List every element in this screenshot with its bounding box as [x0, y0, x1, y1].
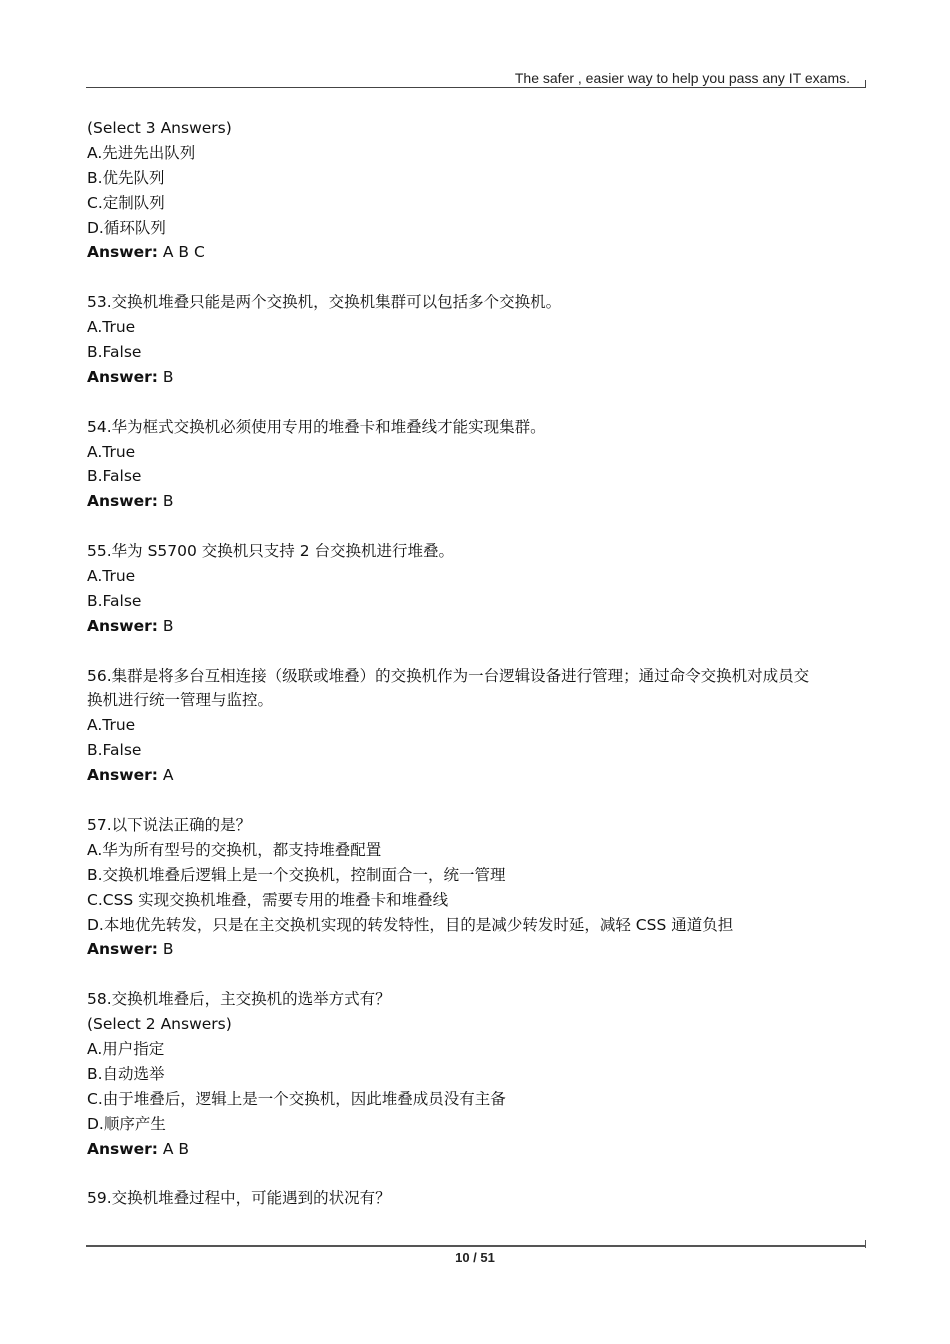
question-56 [87, 664, 867, 788]
question-57 [87, 813, 867, 962]
option-b: B.优先队列 [87, 168, 165, 187]
header-rule [86, 87, 866, 88]
answer-label: Answer: [87, 766, 158, 785]
answer-label: Answer: [87, 940, 158, 959]
question-text: 54.华为框式交换机必须使用专用的堆叠卡和堆叠线才能实现集群。 [87, 417, 546, 436]
option-b: B.交换机堆叠后逻辑上是一个交换机，控制面合一，统一管理 [87, 865, 506, 884]
option-b: B.False [87, 467, 142, 486]
option-c: C.定制队列 [87, 193, 165, 212]
option-b: B.False [87, 741, 142, 760]
option-c: C.CSS 实现交换机堆叠，需要专用的堆叠卡和堆叠线 [87, 890, 449, 909]
question-text: 59.交换机堆叠过程中，可能遇到的状况有？ [87, 1189, 391, 1208]
answer-label: Answer: [87, 367, 158, 386]
answer-line [87, 763, 867, 788]
answer-line [87, 614, 867, 639]
question-text: 55.华为 S5700 交换机只支持 2 台交换机进行堆叠。 [87, 542, 455, 561]
answer-line [87, 365, 867, 390]
option-a: A.True [87, 716, 136, 735]
header-tagline: The safer , easier way to help you pass any IT exams. [514, 70, 850, 86]
option-a: A.True [87, 442, 136, 461]
select-hint: (Select 2 Answers) [87, 1015, 232, 1034]
header-rule-tick [865, 80, 866, 88]
footer-rule [86, 1245, 866, 1247]
option-d: D.循环队列 [87, 218, 166, 237]
footer-rule-tick [865, 1240, 866, 1248]
answer-value: A B [157, 1139, 190, 1158]
answer-line [87, 240, 867, 265]
question-55 [87, 539, 867, 639]
answer-value: B [157, 616, 174, 635]
option-b: B.False [87, 343, 142, 362]
answer-value: A B C [157, 243, 205, 262]
option-a: A.华为所有型号的交换机，都支持堆叠配置 [87, 840, 382, 859]
option-d: D.本地优先转发，只是在主交换机实现的转发特性，目的是减少转发时延，减轻 CSS 通道负担 [87, 915, 734, 934]
option-c: C.由于堆叠后，逻辑上是一个交换机，因此堆叠成员没有主备 [87, 1089, 506, 1108]
option-d: D.顺序产生 [87, 1114, 166, 1133]
answer-label: Answer: [87, 616, 158, 635]
option-a: A.True [87, 567, 136, 586]
answer-line [87, 1137, 867, 1162]
select-hint: (Select 3 Answers) [87, 119, 232, 137]
question-53 [87, 290, 867, 390]
page-content [87, 116, 867, 1211]
question-text: 57.以下说法正确的是？ [87, 815, 252, 834]
question-text-line-1: 56.集群是将多台互相连接（级联或堆叠）的交换机作为一台逻辑设备进行管理；通过命令交换机对成员交 [87, 666, 810, 685]
answer-value: A [157, 766, 174, 785]
question-text: 58.交换机堆叠后，主交换机的选举方式有？ [87, 990, 391, 1009]
question-text: 53.交换机堆叠只能是两个交换机，交换机集群可以包括多个交换机。 [87, 293, 562, 312]
answer-value: B [157, 940, 174, 959]
question-text-line-2: 换机进行统一管理与监控。 [87, 691, 274, 710]
page-number: 10 / 51 [455, 1250, 495, 1265]
question-58 [87, 987, 867, 1161]
answer-label: Answer: [87, 243, 158, 262]
option-a: A.先进先出队列 [87, 143, 196, 162]
question-59 [87, 1186, 867, 1211]
option-a: A.True [87, 318, 136, 337]
option-a: A.用户指定 [87, 1039, 165, 1058]
question-52-continuation [87, 116, 867, 265]
option-b: B.False [87, 591, 142, 610]
answer-line [87, 937, 867, 962]
option-b: B.自动选举 [87, 1064, 165, 1083]
answer-label: Answer: [87, 492, 158, 511]
answer-value: B [157, 367, 174, 386]
question-54 [87, 415, 867, 515]
answer-value: B [157, 492, 174, 511]
answer-line [87, 489, 867, 514]
answer-label: Answer: [87, 1139, 158, 1158]
